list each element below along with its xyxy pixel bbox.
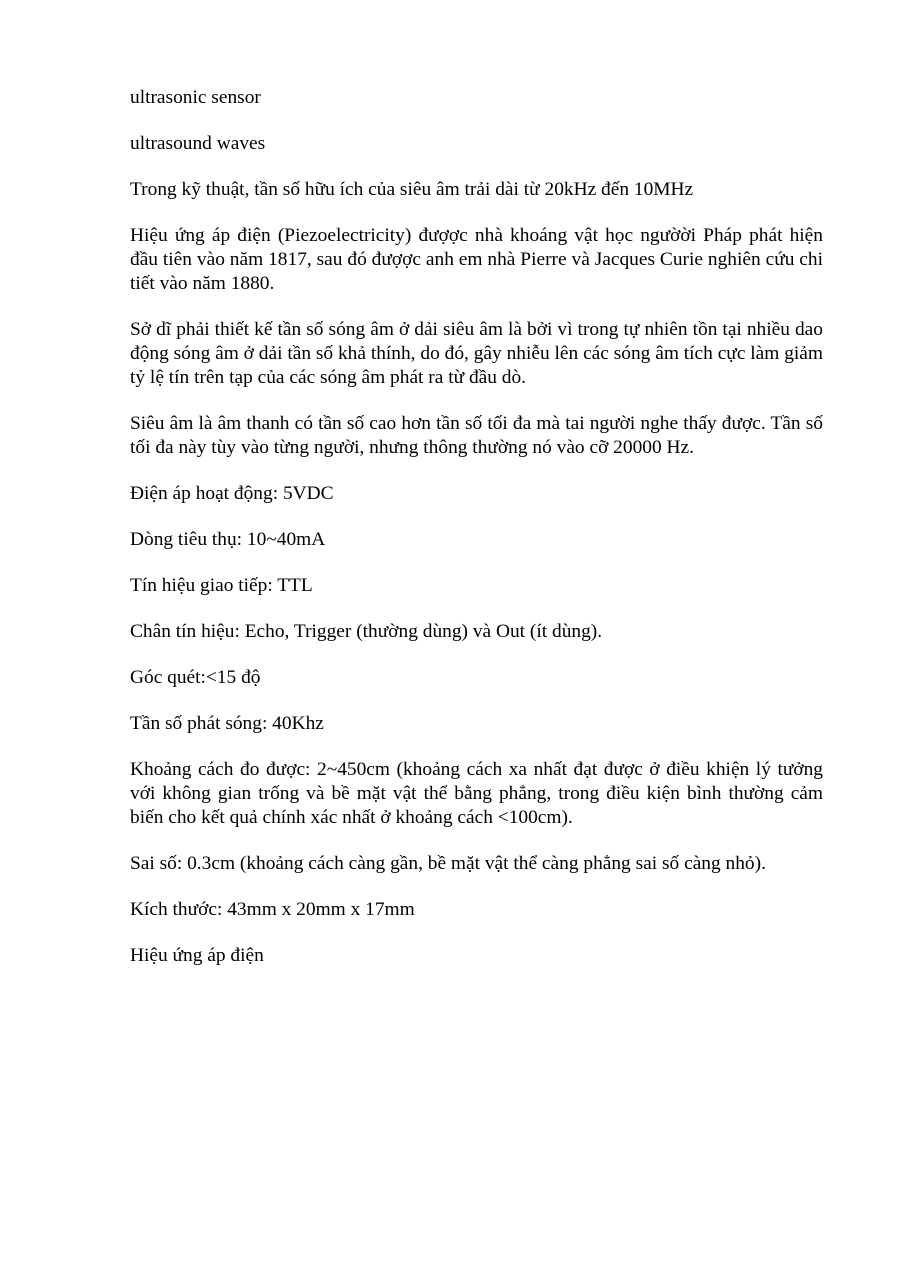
paragraph-ultrasound-definition: Siêu âm là âm thanh có tần số cao hơn tần số tối đa mà tai người nghe thấy được. Tần số tối đa này tùy vào từng người, nhưng thông thường nó vào cỡ 20000 Hz. xyxy=(130,413,823,458)
spec-dimensions: Kích thước: 43mm x 20mm x 17mm xyxy=(130,899,415,920)
spec-emit-frequency: Tần số phát sóng: 40Khz xyxy=(130,713,324,734)
spec-interface-signal: Tín hiệu giao tiếp: TTL xyxy=(130,575,313,596)
paragraph-frequency-range: Trong kỹ thuật, tần số hữu ích của siêu âm trải dài từ 20kHz đến 10MHz xyxy=(130,179,694,200)
spec-signal-pins: Chân tín hiệu: Echo, Trigger (thường dùng) và Out (ít dùng). xyxy=(130,621,603,642)
spec-measuring-distance: Khoảng cách đo được: 2~450cm (khoảng cách xa nhất đạt được ở điều khiện lý tưởng với không gian trống và bề mặt vật thể bằng phẳng, trong điều kiện bình thường cảm biến cho kết quả chính xác nhất ở khoảng cách <100cm). xyxy=(130,759,823,828)
spec-current-consumption: Dòng tiêu thụ: 10~40mA xyxy=(130,529,326,550)
paragraph-piezoelectricity-history: Hiệu ứng áp điện (Piezoelectricity) đượợc nhà khoáng vật học ngườời Pháp phát hiện đầu tiên vào năm 1817, sau đó đượợc anh em nhà Pierre và Jacques Curie nghiên cứu chi tiết vào năm 1880. xyxy=(130,225,823,294)
spec-error: Sai số: 0.3cm (khoảng cách càng gần, bề mặt vật thể càng phẳng sai số càng nhỏ). xyxy=(130,853,766,874)
paragraph-term-ultrasonic-sensor: ultrasonic sensor xyxy=(130,87,261,108)
paragraph-term-ultrasound-waves: ultrasound waves xyxy=(130,133,266,154)
paragraph-why-ultrasound: Sở dĩ phải thiết kế tần số sóng âm ở dải siêu âm là bởi vì trong tự nhiên tồn tại nhiều dao động sóng âm ở dải tần số khả thính, do đó, gây nhiễu lên các sóng âm tích cực làm giảm tỷ lệ tín trên tạp của các sóng âm phát ra từ đầu dò. xyxy=(130,319,823,388)
paragraph-piezo-heading: Hiệu ứng áp điện xyxy=(130,945,264,966)
spec-scan-angle: Góc quét:<15 độ xyxy=(130,667,261,688)
document-body xyxy=(130,86,823,990)
spec-operating-voltage: Điện áp hoạt động: 5VDC xyxy=(130,483,334,504)
